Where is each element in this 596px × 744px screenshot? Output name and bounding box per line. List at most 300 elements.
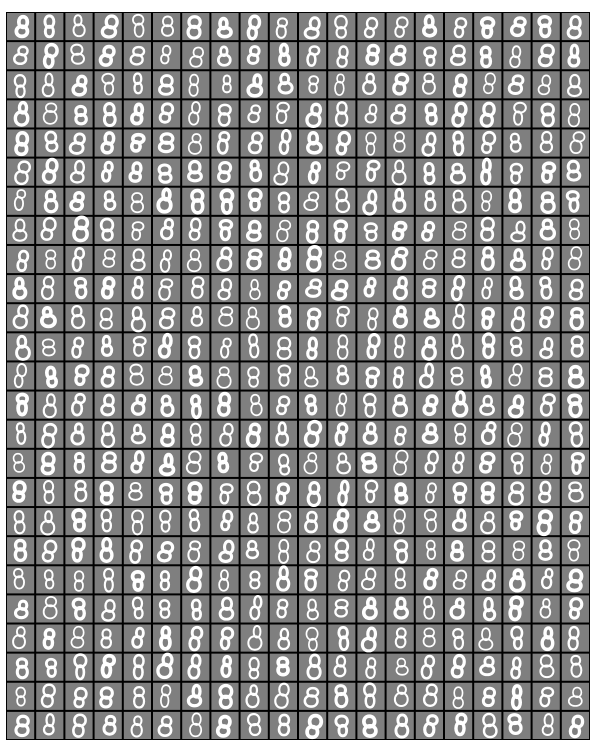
digit-tile — [95, 304, 122, 331]
digit-tile — [503, 595, 530, 622]
digit-tile — [182, 625, 209, 652]
digit-tile — [211, 479, 238, 506]
digit-tile — [270, 100, 297, 127]
digit-tile — [270, 479, 297, 506]
digit-tile — [533, 450, 560, 477]
digit-tile — [124, 537, 151, 564]
digit-tile — [95, 275, 122, 302]
digit-tile — [357, 304, 384, 331]
digit-tile — [533, 508, 560, 535]
digit-tile — [416, 566, 443, 593]
digit-tile — [445, 100, 472, 127]
digit-tile — [357, 275, 384, 302]
digit-tile — [357, 537, 384, 564]
digit-tile — [7, 537, 34, 564]
digit-tile — [357, 450, 384, 477]
digit-tile — [36, 71, 63, 98]
digit-tile — [65, 566, 92, 593]
digit-tile — [153, 188, 180, 215]
digit-tile — [562, 479, 589, 506]
digit-tile — [153, 246, 180, 273]
digit-tile — [7, 304, 34, 331]
digit-tile — [65, 275, 92, 302]
digit-tile — [211, 42, 238, 69]
digit-tile — [95, 595, 122, 622]
digit-tile — [153, 129, 180, 156]
digit-tile — [65, 100, 92, 127]
digit-tile — [211, 159, 238, 186]
digit-tile — [503, 566, 530, 593]
digit-tile — [387, 683, 414, 710]
digit-tile — [95, 217, 122, 244]
digit-tile — [95, 625, 122, 652]
digit-tile — [357, 362, 384, 389]
digit-tile — [36, 508, 63, 535]
digit-tile — [211, 537, 238, 564]
digit-tile — [299, 421, 326, 448]
digit-tile — [474, 421, 501, 448]
digit-tile — [36, 100, 63, 127]
digit-tile — [387, 246, 414, 273]
digit-tile — [328, 13, 355, 40]
digit-tile — [328, 246, 355, 273]
digit-tile — [65, 625, 92, 652]
digit-tile — [241, 217, 268, 244]
digit-tile — [416, 508, 443, 535]
digit-tile — [357, 71, 384, 98]
digit-tile — [328, 100, 355, 127]
digit-tile — [416, 595, 443, 622]
digit-tile — [299, 304, 326, 331]
digit-tile — [124, 654, 151, 681]
digit-tile — [387, 159, 414, 186]
digit-tile — [299, 654, 326, 681]
digit-tile — [416, 362, 443, 389]
digit-tile — [95, 188, 122, 215]
digit-tile — [36, 654, 63, 681]
digit-tile — [474, 595, 501, 622]
digit-tile — [182, 654, 209, 681]
digit-mosaic-svg — [6, 12, 590, 740]
digit-tile — [153, 712, 180, 739]
digit-tile — [270, 712, 297, 739]
digit-tile — [182, 392, 209, 419]
digit-tile — [241, 129, 268, 156]
digit-tile — [95, 421, 122, 448]
digit-tile — [241, 450, 268, 477]
digit-tile — [124, 566, 151, 593]
digit-tile — [241, 421, 268, 448]
digit-tile — [95, 13, 122, 40]
digit-tile — [387, 450, 414, 477]
digit-mosaic-grid — [6, 12, 590, 740]
digit-tile — [270, 304, 297, 331]
digit-tile — [270, 362, 297, 389]
digit-tile — [445, 333, 472, 360]
digit-tile — [124, 508, 151, 535]
digit-tile — [7, 42, 34, 69]
digit-tile — [182, 217, 209, 244]
digit-tile — [357, 683, 384, 710]
digit-tile — [241, 71, 268, 98]
digit-tile — [7, 13, 34, 40]
digit-tile — [211, 217, 238, 244]
digit-tile — [299, 100, 326, 127]
tile-background — [7, 188, 34, 215]
digit-tile — [241, 246, 268, 273]
digit-tile — [153, 71, 180, 98]
digit-tile — [270, 71, 297, 98]
digit-tile — [533, 100, 560, 127]
digit-tile — [445, 683, 472, 710]
digit-tile — [533, 595, 560, 622]
digit-tile — [182, 537, 209, 564]
digit-tile — [241, 304, 268, 331]
digit-tile — [211, 712, 238, 739]
digit-tile — [445, 566, 472, 593]
digit-tile — [124, 595, 151, 622]
digit-tile — [182, 129, 209, 156]
digit-tile — [533, 217, 560, 244]
digit-tile — [182, 304, 209, 331]
digit-tile — [416, 450, 443, 477]
digit-tile — [562, 566, 589, 593]
digit-tile — [182, 683, 209, 710]
digit-tile — [445, 42, 472, 69]
digit-tile — [153, 479, 180, 506]
digit-tile — [562, 654, 589, 681]
digit-tile — [95, 392, 122, 419]
digit-tile — [387, 275, 414, 302]
digit-tile — [270, 625, 297, 652]
digit-tile — [562, 362, 589, 389]
digit-tile — [445, 392, 472, 419]
digit-tile — [445, 159, 472, 186]
digit-tile — [503, 246, 530, 273]
digit-tile — [124, 159, 151, 186]
digit-tile — [211, 304, 238, 331]
digit-tile — [36, 625, 63, 652]
digit-tile — [270, 566, 297, 593]
digit-tile — [562, 392, 589, 419]
digit-tile — [211, 275, 238, 302]
digit-tile — [562, 159, 589, 186]
digit-tile — [124, 217, 151, 244]
digit-tile — [211, 333, 238, 360]
digit-tile — [416, 217, 443, 244]
digit-tile — [299, 683, 326, 710]
digit-tile — [153, 304, 180, 331]
digit-tile — [65, 129, 92, 156]
digit-tile — [328, 129, 355, 156]
digit-tile — [65, 421, 92, 448]
digit-tile — [270, 683, 297, 710]
digit-tile — [474, 537, 501, 564]
digit-tile — [562, 129, 589, 156]
digit-tile — [241, 13, 268, 40]
digit-tile — [153, 392, 180, 419]
digit-tile — [7, 159, 34, 186]
digit-tile — [474, 450, 501, 477]
digit-tile — [328, 683, 355, 710]
digit-tile — [182, 479, 209, 506]
digit-tile — [211, 13, 238, 40]
digit-tile — [36, 421, 63, 448]
digit-tile — [299, 275, 326, 302]
digit-tile — [387, 100, 414, 127]
digit-tile — [299, 566, 326, 593]
digit-tile — [36, 42, 63, 69]
digit-tile — [124, 421, 151, 448]
digit-tile — [211, 71, 238, 98]
digit-tile — [357, 42, 384, 69]
digit-tile — [416, 42, 443, 69]
digit-tile — [270, 129, 297, 156]
digit-tile — [153, 566, 180, 593]
digit-tile — [95, 246, 122, 273]
digit-tile — [503, 392, 530, 419]
digit-tile — [7, 421, 34, 448]
digit-tile — [357, 595, 384, 622]
digit-tile — [533, 566, 560, 593]
digit-tile — [182, 333, 209, 360]
digit-tile — [562, 625, 589, 652]
digit-tile — [445, 217, 472, 244]
digit-tile — [65, 392, 92, 419]
digit-tile — [503, 654, 530, 681]
digit-tile — [533, 159, 560, 186]
digit-tile — [36, 683, 63, 710]
digit-tile — [387, 595, 414, 622]
digit-tile — [124, 129, 151, 156]
digit-tile — [357, 13, 384, 40]
digit-tile — [299, 188, 326, 215]
digit-tile — [357, 654, 384, 681]
digit-tile — [65, 13, 92, 40]
digit-tile — [211, 362, 238, 389]
digit-tile — [270, 159, 297, 186]
digit-tile — [387, 508, 414, 535]
digit-tile — [445, 654, 472, 681]
digit-tile — [7, 333, 34, 360]
digit-tile — [328, 508, 355, 535]
digit-tile — [65, 712, 92, 739]
digit-tile — [211, 246, 238, 273]
digit-tile — [95, 450, 122, 477]
digit-tile — [533, 625, 560, 652]
digit-tile — [65, 362, 92, 389]
digit-tile — [387, 188, 414, 215]
digit-tile — [387, 566, 414, 593]
digit-tile — [241, 537, 268, 564]
digit-tile — [387, 217, 414, 244]
digit-tile — [65, 42, 92, 69]
digit-tile — [299, 479, 326, 506]
digit-tile — [124, 71, 151, 98]
tile-background — [211, 304, 238, 331]
digit-tile — [124, 13, 151, 40]
digit-tile — [65, 508, 92, 535]
digit-tile — [416, 537, 443, 564]
digit-tile — [474, 217, 501, 244]
digit-tile — [65, 654, 92, 681]
digit-tile — [182, 42, 209, 69]
digit-tile — [65, 683, 92, 710]
digit-tile — [328, 392, 355, 419]
digit-tile — [270, 42, 297, 69]
digit-tile — [387, 362, 414, 389]
digit-tile — [416, 304, 443, 331]
digit-tile — [562, 712, 589, 739]
digit-tile — [562, 42, 589, 69]
digit-tile — [211, 683, 238, 710]
digit-tile — [357, 479, 384, 506]
digit-tile — [95, 129, 122, 156]
digit-tile — [503, 42, 530, 69]
digit-tile — [328, 479, 355, 506]
digit-tile — [124, 304, 151, 331]
digit-tile — [211, 392, 238, 419]
digit-tile — [65, 479, 92, 506]
digit-tile — [211, 421, 238, 448]
digit-tile — [445, 537, 472, 564]
digit-tile — [270, 217, 297, 244]
digit-tile — [7, 392, 34, 419]
digit-tile — [562, 217, 589, 244]
digit-tile — [533, 304, 560, 331]
digit-tile — [241, 595, 268, 622]
digit-tile — [95, 100, 122, 127]
digit-tile — [562, 333, 589, 360]
digit-tile — [182, 100, 209, 127]
digit-tile — [533, 13, 560, 40]
digit-tile — [270, 275, 297, 302]
digit-tile — [503, 712, 530, 739]
digit-tile — [328, 595, 355, 622]
digit-tile — [36, 275, 63, 302]
digit-tile — [387, 654, 414, 681]
digit-tile — [357, 100, 384, 127]
digit-tile — [211, 450, 238, 477]
digit-tile — [95, 537, 122, 564]
digit-tile — [299, 508, 326, 535]
digit-tile — [7, 188, 34, 215]
digit-tile — [36, 159, 63, 186]
digit-tile — [95, 683, 122, 710]
digit-tile — [445, 304, 472, 331]
digit-tile — [503, 537, 530, 564]
digit-tile — [241, 508, 268, 535]
digit-tile — [270, 13, 297, 40]
digit-tile — [445, 625, 472, 652]
digit-tile — [562, 13, 589, 40]
digit-tile — [533, 683, 560, 710]
digit-tile — [357, 188, 384, 215]
digit-tile — [503, 362, 530, 389]
digit-tile — [153, 625, 180, 652]
digit-tile — [270, 654, 297, 681]
digit-tile — [503, 625, 530, 652]
digit-tile — [474, 71, 501, 98]
digit-tile — [7, 362, 34, 389]
digit-tile — [182, 246, 209, 273]
digit-tile — [95, 42, 122, 69]
digit-tile — [445, 479, 472, 506]
digit-tile — [211, 654, 238, 681]
digit-tile — [124, 625, 151, 652]
digit-tile — [241, 100, 268, 127]
digit-tile — [7, 217, 34, 244]
digit-tile — [36, 712, 63, 739]
digit-tile — [387, 71, 414, 98]
digit-tile — [328, 450, 355, 477]
digit-tile — [299, 362, 326, 389]
digit-tile — [328, 712, 355, 739]
digit-tile — [211, 100, 238, 127]
digit-tile — [182, 13, 209, 40]
digit-tile — [211, 625, 238, 652]
digit-tile — [387, 479, 414, 506]
digit-tile — [357, 566, 384, 593]
digit-tile — [474, 362, 501, 389]
digit-tile — [65, 450, 92, 477]
digit-tile — [328, 275, 355, 302]
digit-tile — [416, 683, 443, 710]
digit-tile — [299, 217, 326, 244]
digit-tile — [7, 712, 34, 739]
digit-tile — [503, 508, 530, 535]
digit-tile — [445, 246, 472, 273]
digit-tile — [211, 129, 238, 156]
digit-tile — [387, 712, 414, 739]
digit-tile — [387, 333, 414, 360]
digit-tile — [153, 362, 180, 389]
digit-tile — [299, 246, 326, 273]
digit-tile — [7, 625, 34, 652]
digit-tile — [533, 712, 560, 739]
digit-tile — [474, 188, 501, 215]
digit-tile — [474, 392, 501, 419]
digit-tile — [474, 129, 501, 156]
digit-tile — [562, 508, 589, 535]
digit-tile — [241, 392, 268, 419]
digit-tile — [7, 566, 34, 593]
digit-tile — [36, 362, 63, 389]
digit-tile — [533, 42, 560, 69]
digit-tile — [299, 537, 326, 564]
digit-tile — [328, 42, 355, 69]
digit-tile — [445, 508, 472, 535]
digit-tile — [95, 508, 122, 535]
digit-tile — [65, 537, 92, 564]
digit-tile — [211, 595, 238, 622]
digit-tile — [153, 159, 180, 186]
digit-tile — [503, 683, 530, 710]
digit-tile — [36, 304, 63, 331]
digit-tile — [357, 246, 384, 273]
digit-tile — [36, 246, 63, 273]
digit-tile — [474, 712, 501, 739]
digit-tile — [474, 566, 501, 593]
digit-tile — [7, 683, 34, 710]
digit-tile — [182, 362, 209, 389]
digit-tile — [299, 595, 326, 622]
digit-tile — [445, 13, 472, 40]
digit-tile — [503, 479, 530, 506]
digit-tile — [445, 712, 472, 739]
digit-tile — [474, 333, 501, 360]
digit-tile — [95, 654, 122, 681]
